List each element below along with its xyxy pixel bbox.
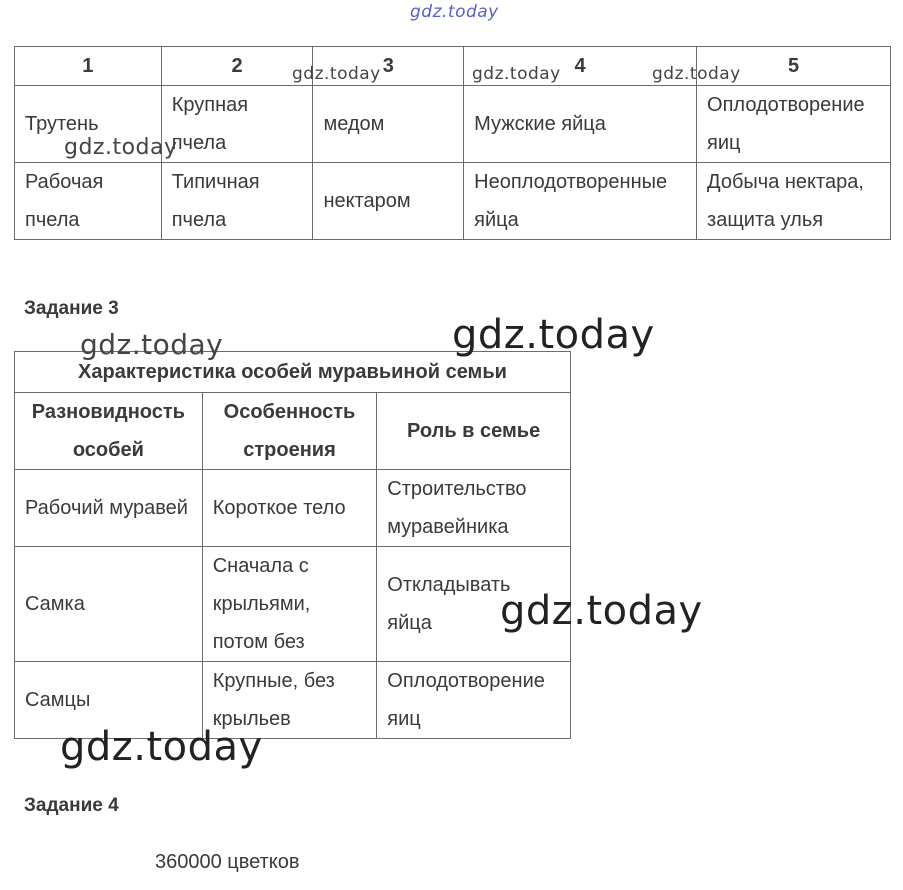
table-cell: Крупные, без крыльев <box>202 662 377 739</box>
table-header-row <box>15 393 571 470</box>
table-cell: Самцы <box>15 662 203 739</box>
watermark: gdz.today <box>60 724 263 770</box>
table-cell: Мужские яйца <box>464 86 697 163</box>
table-cell: Самка <box>15 547 203 662</box>
table-row <box>15 547 571 662</box>
table-cell: Добыча нектара, защита улья <box>697 163 891 240</box>
watermark: gdz.today <box>452 312 655 358</box>
table-cell: Короткое тело <box>202 470 377 547</box>
table-cell: Трутень <box>15 86 162 163</box>
column-header: 1 <box>15 47 162 86</box>
table-header-row <box>15 47 891 86</box>
column-header: Особенность строения <box>202 393 377 470</box>
watermark: gdz.today <box>292 64 381 84</box>
table-cell: Типичная пчела <box>161 163 313 240</box>
table-cell: Откладывать яйца <box>377 547 571 662</box>
watermark: gdz.today <box>500 588 703 634</box>
table-row <box>15 163 891 240</box>
table-cell: Сначала с крыльями, потом без <box>202 547 377 662</box>
table-row <box>15 470 571 547</box>
column-header: Разновидность особей <box>15 393 203 470</box>
table-cell: нектаром <box>313 163 464 240</box>
table-cell: Оплодотворение яиц <box>697 86 891 163</box>
watermark-top: gdz.today <box>410 2 499 22</box>
watermark: gdz.today <box>472 64 561 84</box>
column-header: 3 <box>313 47 464 86</box>
column-header: 5 <box>697 47 891 86</box>
table-cell: Оплодотворение яиц <box>377 662 571 739</box>
column-header: 2 <box>161 47 313 86</box>
table-cell: медом <box>313 86 464 163</box>
table-cell: Крупная пчела <box>161 86 313 163</box>
watermark: gdz.today <box>652 64 741 84</box>
table-cell: Строительство муравейника <box>377 470 571 547</box>
column-header: Роль в семье <box>377 393 571 470</box>
ant-family-table <box>14 351 571 739</box>
table-cell: Рабочая пчела <box>15 163 162 240</box>
task4-title: Задание 4 <box>24 795 119 816</box>
column-header: 4 <box>464 47 697 86</box>
table-caption: Характеристика особей муравьиной семьи <box>15 352 571 393</box>
table-cell: Неоплодотворенные яйца <box>464 163 697 240</box>
table-cell: Рабочий муравей <box>15 470 203 547</box>
watermark: gdz.today <box>80 328 224 361</box>
task3-title: Задание 3 <box>24 298 119 319</box>
task4-answer: 360000 цветков <box>155 851 300 873</box>
watermark: gdz.today <box>64 135 178 160</box>
